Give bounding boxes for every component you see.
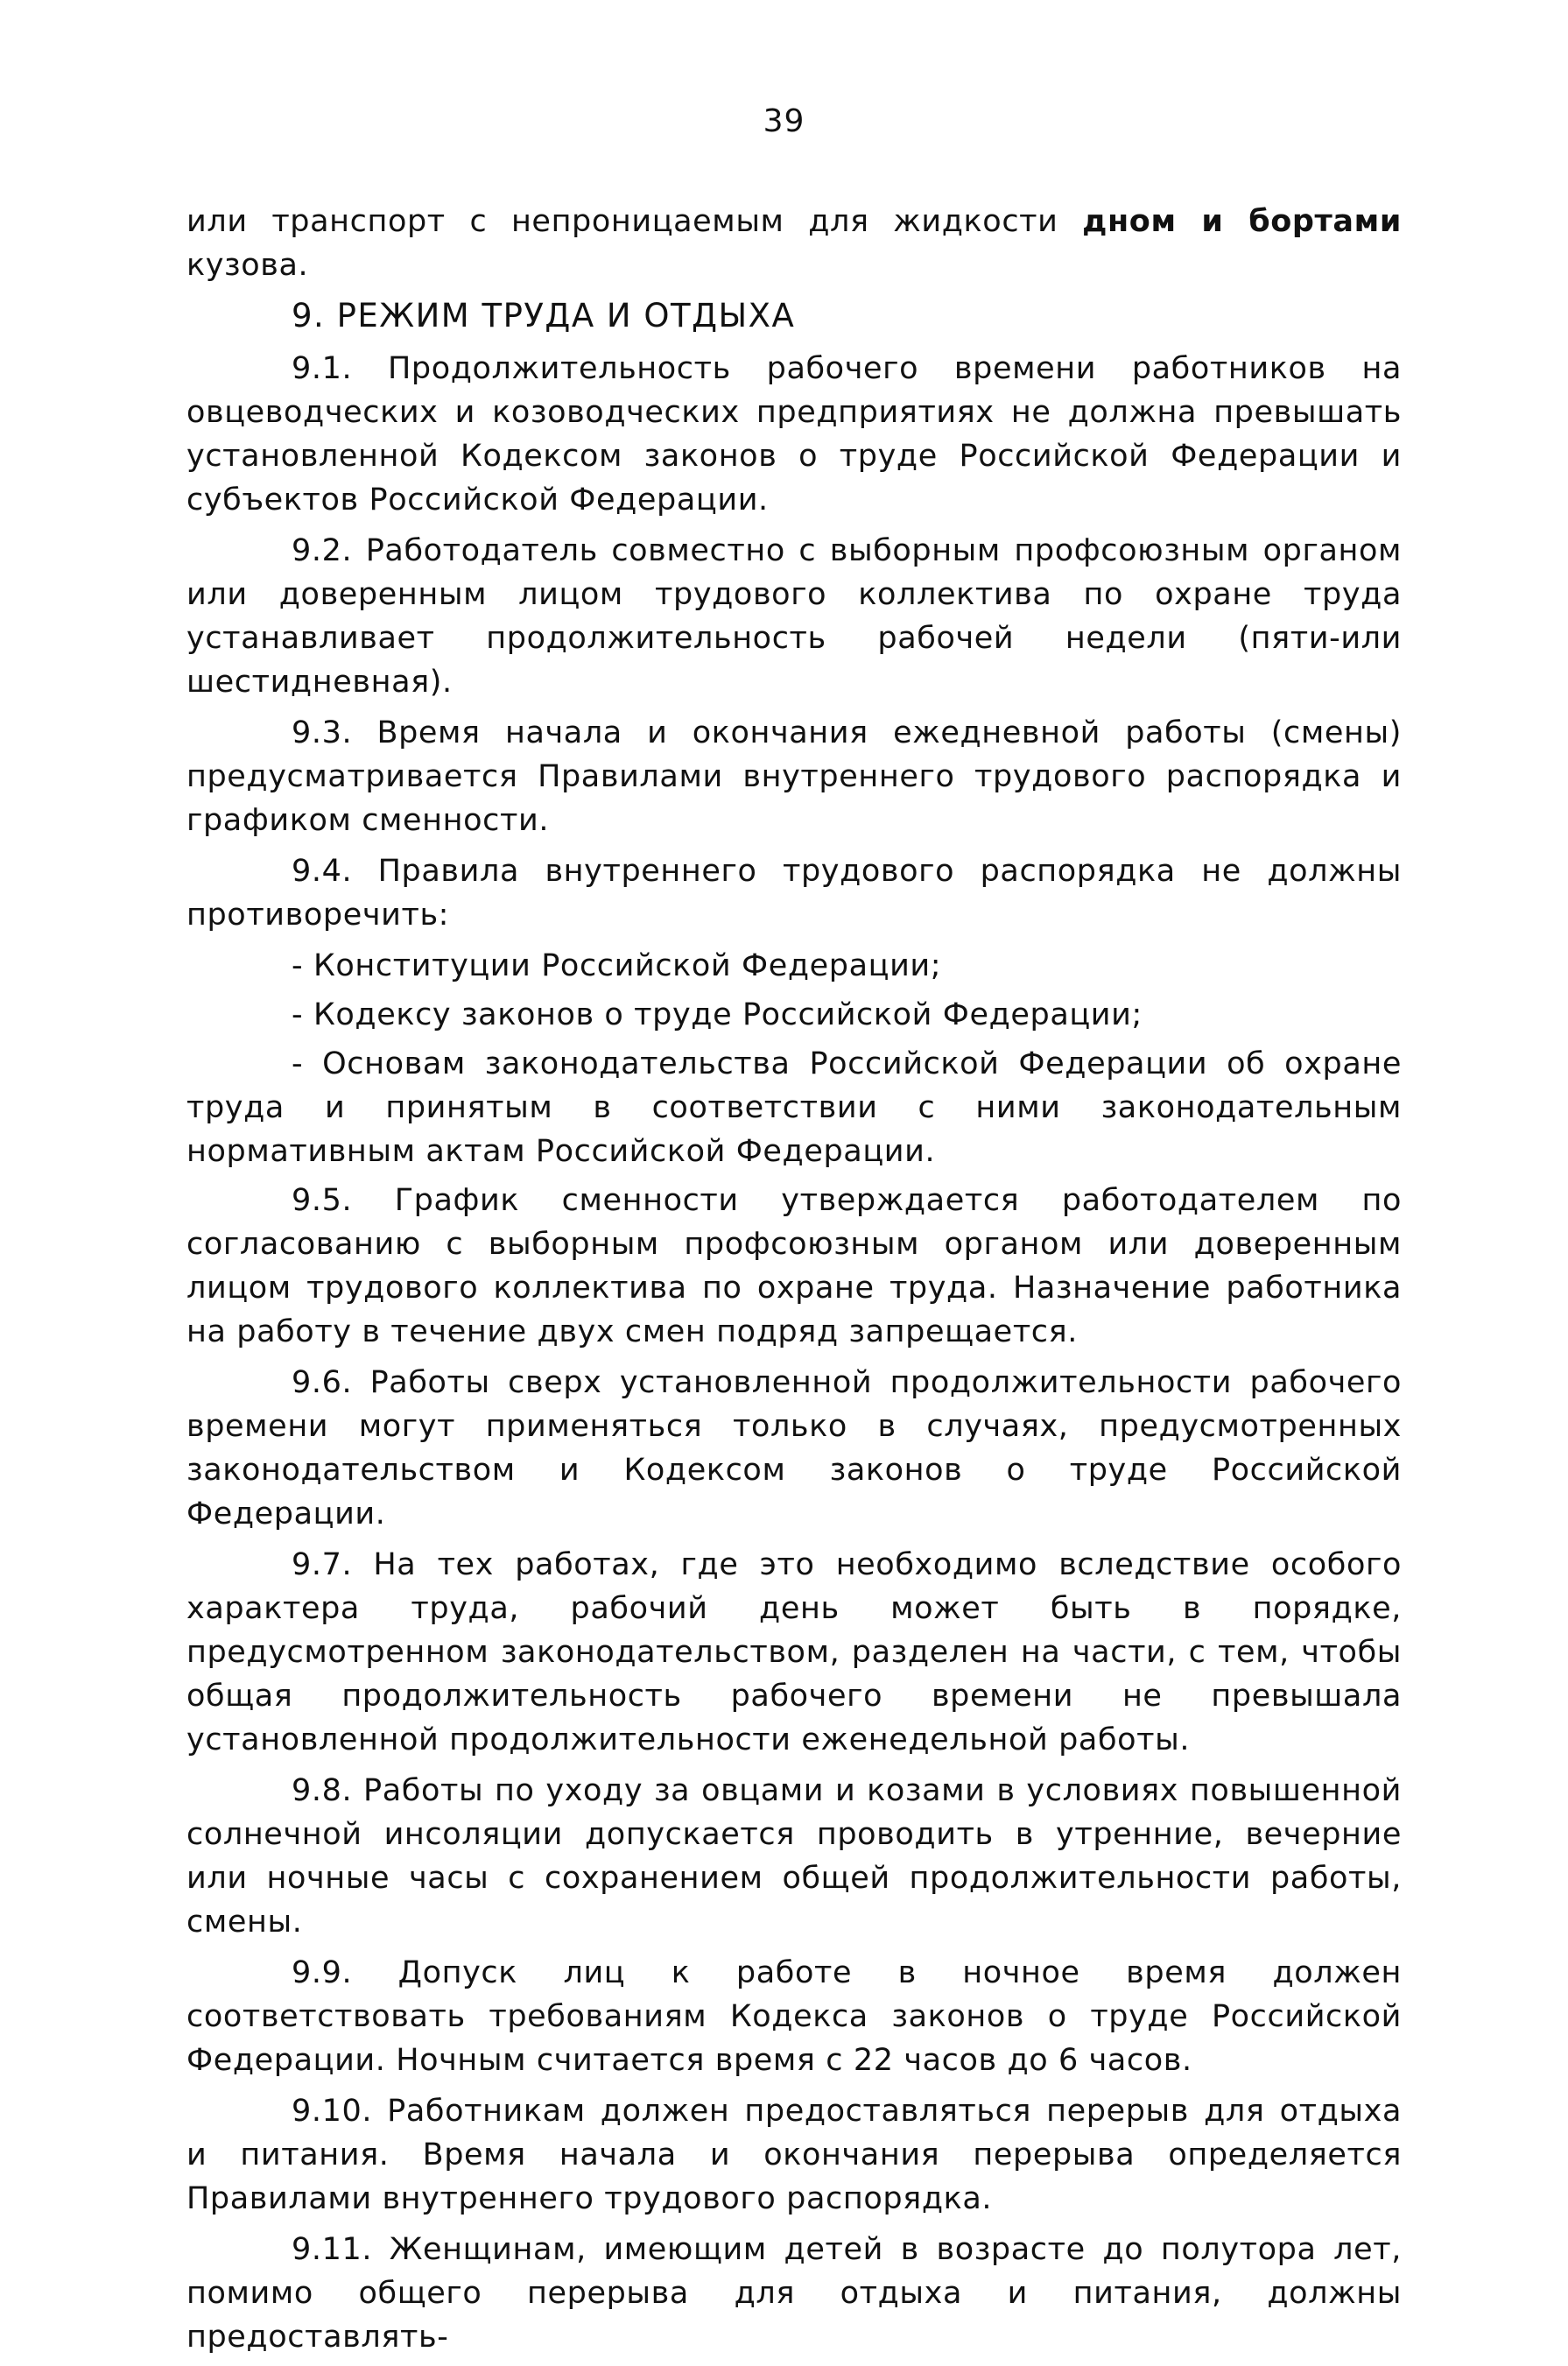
paragraph-9-8: 9.8. Работы по уходу за овцами и козами в условиях повышенной солнечной инсоляции допускается проводить в утренние, вечерние или ночные часы с сохранением общей продолжительности работы, смены.	[186, 1773, 1402, 1940]
paragraph-9-2: 9.2. Работодатель совместно с выборным профсоюзным органом или доверенным лицом трудового коллектива по охране труда устанавливает продолжительность рабочей недели (пяти-или шестидневная).	[186, 533, 1402, 700]
paragraph-9-4: 9.4. Правила внутреннего трудового распорядка не должны противоречить:	[186, 854, 1402, 933]
paragraph-9-11: 9.11. Женщинам, имеющим детей в возрасте до полутора лет, помимо общего перерыва для отдыха и питания, должны предоставлять-	[186, 2232, 1402, 2355]
list-item-labor-code: - Кодексу законов о труде Российской Федерации;	[292, 997, 1143, 1032]
intro-bold-text: дном и бортами	[1082, 204, 1402, 239]
section-heading: 9. РЕЖИМ ТРУДА И ОТДЫХА	[292, 297, 796, 334]
document-body	[186, 200, 1402, 2366]
paragraph-9-6: 9.6. Работы сверх установленной продолжительности рабочего времени могут применяться только в случаях, предусмотренных законодательством и Кодексом законов о труде Российской Федерации.	[186, 1365, 1402, 1532]
intro-tail-text: кузова.	[186, 248, 309, 283]
paragraph-9-3: 9.3. Время начала и окончания ежедневной работы (смены) предусматривается Правилами внутреннего трудового распорядка и графиком сменности.	[186, 715, 1402, 838]
list-item-labor-safety-basics: - Основам законодательства Российской Федерации об охране труда и принятым в соответствии с ними законодательным нормативным актам Российской Федерации.	[186, 1046, 1402, 1169]
paragraph-9-7: 9.7. На тех работах, где это необходимо вследствие особого характера труда, рабочий день может быть в порядке, предусмотренном законодательством, разделен на части, с тем, чтобы общая продолжительность рабочего времени не превышала установленной продолжительности еженедельной работы.	[186, 1547, 1402, 1757]
page-number: 39	[763, 103, 805, 139]
paragraph-9-9: 9.9. Допуск лиц к работе в ночное время должен соответствовать требованиям Кодекса законов о труде Российской Федерации. Ночным считается время с 22 часов до 6 часов.	[186, 1955, 1402, 2078]
paragraph-9-10: 9.10. Работникам должен предоставляться перерыв для отдыха и питания. Время начала и окончания перерыва определяется Правилами внутреннего трудового распорядка.	[186, 2094, 1402, 2216]
intro-paragraph	[186, 200, 1402, 287]
intro-text: или транспорт с непроницаемым для жидкости	[186, 204, 1058, 239]
paragraph-9-1: 9.1. Продолжительность рабочего времени работников на овцеводческих и козоводческих предприятиях не должна превышать установленной Кодексом законов о труде Российской Федерации и субъектов Российской Федерации.	[186, 351, 1402, 518]
paragraph-9-5: 9.5. График сменности утверждается работодателем по согласованию с выборным профсоюзным органом или доверенным лицом трудового коллектива по охране труда. Назначение работника на работу в течение двух смен подряд запрещается.	[186, 1183, 1402, 1349]
list-item-constitution: - Конституции Российской Федерации;	[292, 948, 942, 983]
